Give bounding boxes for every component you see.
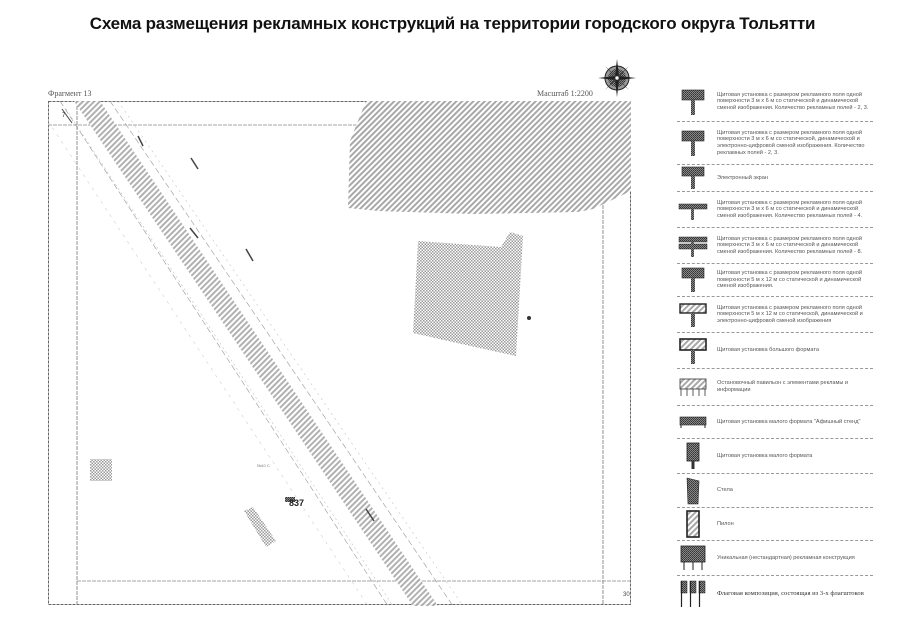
- legend-item: Остановочный павильон с элементами рекламы и информации: [677, 369, 873, 406]
- legend-item: Щитовая установка малого формата: [677, 439, 873, 474]
- compass-rose-icon: [596, 57, 638, 99]
- flag-composition-icon: [677, 580, 709, 608]
- stele-icon: [677, 477, 709, 505]
- billboard-5x12-icon: [677, 267, 709, 293]
- small-format-board-icon: [677, 442, 709, 470]
- legend-item: Щитовая установка с размером рекламного поля одной поверхности 3 м х 6 м со статической, динамической и электронно-цифровой сменой изображения. Количество рекламных полей - 2, 3.: [677, 122, 873, 165]
- legend-item: Щитовая установка с размером рекламного поля одной поверхности 5 м х 12 м со статической и динамической сменой изображения.: [677, 264, 873, 297]
- poster-stand-icon: [677, 415, 709, 429]
- scale-label: Масштаб 1:2200: [537, 89, 593, 98]
- pylon-icon: [677, 510, 709, 538]
- billboard-5x12-digital-icon: [677, 302, 709, 328]
- legend-item: Щитовая установка с размером рекламного поля одной поверхности 3 м х 6 м со статической и динамической сменой изображения. Количество рекламных полей - 8.: [677, 228, 873, 264]
- billboard-3x6-8fields-icon: [677, 234, 709, 258]
- construction-number-label[interactable]: 837: [289, 498, 305, 508]
- billboard-3x6-digital-icon: [677, 129, 709, 157]
- map-fragment[interactable]: [48, 101, 641, 606]
- map-corner-number: 30: [623, 592, 630, 598]
- billboard-3x6-4fields-icon: [677, 199, 709, 221]
- electronic-screen-icon: [677, 166, 709, 190]
- legend: [677, 82, 873, 612]
- legend-item: Электронный экран: [677, 165, 873, 192]
- billboard-3x6-icon: [677, 88, 709, 116]
- legend-item: Щитовая установка с размером рекламного поля одной поверхности 5 м х 12 м со статической, динамической и электронно-цифровой сменой изображения: [677, 297, 873, 333]
- map-corner-number: 7: [62, 113, 66, 119]
- legend-item: Стела: [677, 474, 873, 508]
- bus-stop-pavilion-icon: [677, 377, 709, 397]
- billboard-large-format-icon: [677, 337, 709, 365]
- legend-item: Щитовая установка большого формата: [677, 333, 873, 369]
- page-title: Схема размещения рекламных конструкций на территории городского округа Тольятти: [89, 14, 816, 33]
- fragment-label: Фрагмент 13: [48, 89, 92, 98]
- legend-item: Уникальная (нестандартная) рекламная конструкция: [677, 541, 873, 576]
- legend-item: Щитовая установка малого формата "Афишный стенд": [677, 406, 873, 439]
- legend-item: Щитовая установка с размером рекламного поля одной поверхности 3 м х 6 м со статической и динамической сменой изображения. Количество рекламных полей - 2, 3.: [677, 82, 873, 122]
- unique-construction-icon: [677, 545, 709, 571]
- legend-item: Флаговая композиция, состоящая из 3-х флагштоков: [677, 576, 873, 612]
- legend-item: Щитовая установка с размером рекламного поля одной поверхности 3 м х 6 м со статической и динамической сменой изображения. Количество рекламных полей - 4.: [677, 192, 873, 228]
- legend-item: Пилон: [677, 508, 873, 541]
- address-label: №10 С: [257, 463, 270, 468]
